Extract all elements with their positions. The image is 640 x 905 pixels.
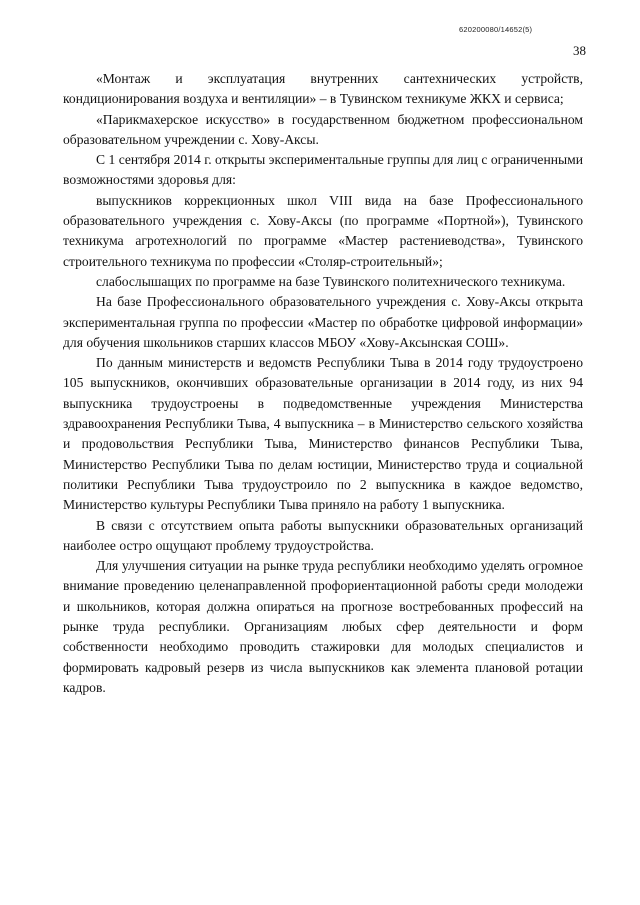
paragraph: слабослышащих по программе на базе Тувинского политехнического техникума.: [96, 273, 566, 289]
paragraph: На базе Профессионального образовательного учреждения с. Хову-Аксы открыта экспериментальная группа по профессии «Мастер по обработке цифровой информации» для обучения школьников старших классов МБОУ «Хову-Аксынская СОШ».: [63, 294, 583, 350]
paragraph: В связи с отсутствием опыта работы выпускники образовательных организаций наиболее остро ощущают проблему трудоустройства.: [63, 517, 583, 553]
paragraph: выпускников коррекционных школ VIII вида на базе Профессионального образовательного учреждения с. Хову-Аксы (по программе «Портной»), Тувинского техникума агротехнологий по программе «Мастер растениеводства», Тувинского строительного техникума по профессии «Столяр-строительный»;: [63, 192, 583, 269]
paragraph: Для улучшения ситуации на рынке труда республики необходимо уделять огромное внимание проведению целенаправленной профориентационной работы среди молодежи и школьников, которая должна опираться на прогнозе востребованных профессий на рынке труда республики. Организациям любых сфер деятельности и форм собственности необходимо проводить стажировки для молодых специалистов и формировать кадровый резерв из числа выпускников как элемента плановой ротации кадров.: [63, 558, 583, 695]
paragraph: По данным министерств и ведомств Республики Тыва в 2014 году трудоустроено 105 выпускников, окончивших образовательные организации в 2014 году, из них 94 выпускника трудоустроены в подведомственные учреждения Министерства здравоохранения Республики Тыва, 4 выпускника – в Министерство сельского хозяйства и продовольствия Республики Тыва, Министерство финансов Республики Тыва, Министерство Республики Тыва по делам юстиции, Министерство труда и социальной политики Республики Тыва трудоустроило по 2 выпускника в каждое ведомство, Министерство культуры Республики Тыва приняло на работу 1 выпускника.: [63, 355, 583, 513]
document-body: [63, 69, 583, 698]
page-number: 38: [573, 43, 586, 58]
paragraph: «Монтаж и эксплуатация внутренних сантехнических устройств, кондиционирования воздуха и вентиляции» – в Тувинском техникуме ЖКХ и сервиса;: [63, 71, 583, 107]
paragraph: С 1 сентября 2014 г. открыты экспериментальные группы для лиц с ограниченными возможностями здоровья для:: [63, 152, 583, 188]
paragraph: «Парикмахерское искусство» в государственном бюджетном профессиональном образовательном учреждении с. Хову-Аксы.: [63, 111, 583, 147]
document-id: 620200080/14652(5): [459, 25, 533, 34]
